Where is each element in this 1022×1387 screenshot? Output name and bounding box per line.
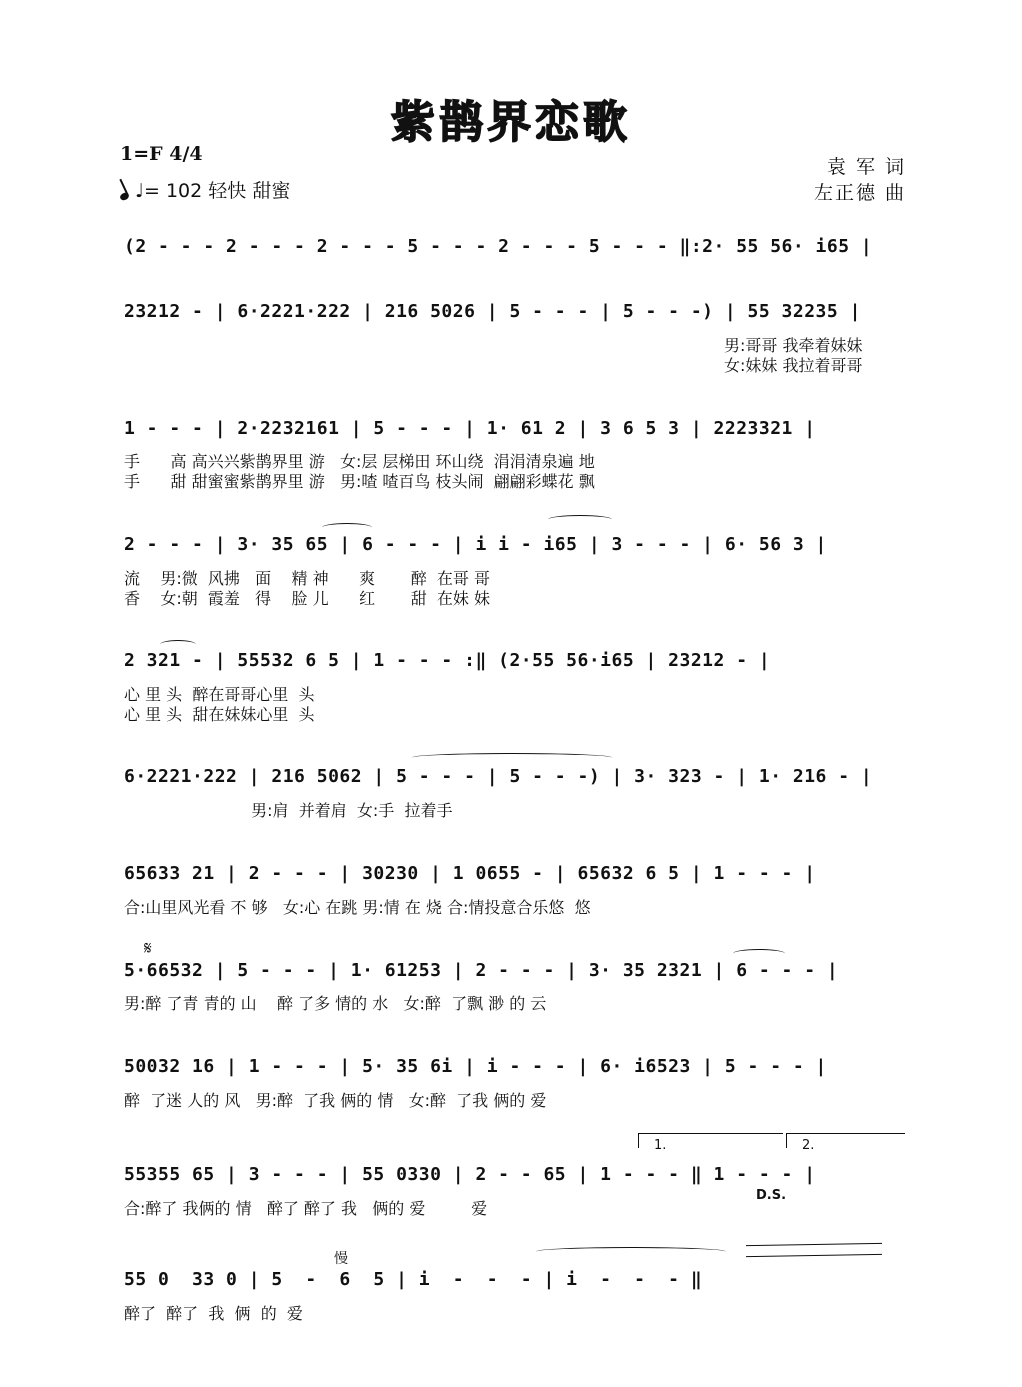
staff-line-10: 55355 65 | 3 - - - | 55 0330 | 2 - - 65 | 1 - - - ‖ 1 - - - | (124, 1164, 816, 1185)
slur (548, 515, 612, 524)
volta-1-label: 1. (654, 1138, 667, 1153)
lyrics-line-5b: 心 里 头 甜在妹妹心里 头 (124, 705, 315, 724)
lyrics-line-10: 合:醉了 我俩的 情 醉了 醉了 我 俩的 爱 爱 (124, 1199, 488, 1218)
lyrics-line-2a: 男:哥哥 我牵着妹妹 (724, 336, 863, 355)
quarter-note-icon (119, 191, 130, 201)
staff-line-11: 55 0 33 0 | 5 - 6 5 | i - - - | i - - - ‖ (124, 1269, 703, 1290)
staff-line-6: 6·2221·222 | 216 5062 | 5 - - - | 5 - - -) | 3· 323 - | 1· 216 - | (124, 766, 873, 787)
staff-line-1: (2 - - - 2 - - - 2 - - - 5 - - - 2 - - - 5 - - - ‖:2· 55 56· i65 | (124, 236, 873, 257)
composer-credit: 左正德 曲 (813, 182, 906, 204)
key-signature: 1=F 4/4 (120, 143, 203, 165)
lyrics-line-3b: 手 甜 甜蜜蜜紫鹊界里 游 男:喳 喳百鸟 枝头闹 翩翩彩蝶花 飘 (124, 472, 595, 491)
lyrics-line-7: 合:山里风光看 不 够 女:心 在跳 男:情 在 烧 合:情投意合乐悠 悠 (124, 898, 591, 917)
tie (536, 1247, 726, 1256)
slow-marking: 慢 (334, 1251, 348, 1267)
segno-icon: 𝄋 (144, 938, 152, 959)
lyricist-credit: 袁 军 词 (826, 156, 906, 178)
diminuendo-hairpin (746, 1243, 882, 1257)
staff-line-9: 50032 16 | 1 - - - | 5· 35 6i | i - - - | 6· i6523 | 5 - - - | (124, 1056, 827, 1077)
lyrics-line-3a: 手 高 高兴兴紫鹊界里 游 女:层 层梯田 环山绕 涓涓清泉遍 地 (124, 452, 595, 471)
tempo-text: ♩= 102 轻快 甜蜜 (135, 180, 291, 202)
volta-2-label: 2. (802, 1138, 815, 1153)
staff-line-4: 2 - - - | 3· 35 65 | 6 - - - | i i - i65 | 3 - - - | 6· 56 3 | (124, 534, 827, 555)
lyrics-line-6: 男:肩 并着肩 女:手 拉着手 (124, 801, 453, 820)
dal-segno-mark: D.S. (756, 1188, 787, 1203)
staff-line-5: 2 321 - | 55532 6 5 | 1 - - - :‖ (2·55 56·i65 | 23212 - | (124, 650, 771, 671)
staff-line-8: 5·66532 | 5 - - - | 1· 61253 | 2 - - - | 3· 35 2321 | 6 - - - | (124, 960, 839, 981)
staff-line-3: 1 - - - | 2·2232161 | 5 - - - | 1· 61 2 | 3 6 5 3 | 2223321 | (124, 418, 816, 439)
slur (322, 523, 372, 532)
song-title: 紫鹊界恋歌 (391, 97, 631, 148)
lyrics-line-4b: 香 女:朝 霞羞 得 脸 儿 红 甜 在妹 妹 (124, 589, 490, 608)
lyrics-line-5a: 心 里 头 醉在哥哥心里 头 (124, 685, 315, 704)
slur (160, 640, 196, 649)
lyrics-line-2b: 女:妹妹 我拉着哥哥 (724, 356, 863, 375)
tempo-marking (120, 176, 290, 203)
tie (412, 753, 612, 762)
staff-line-2: 23212 - | 6·2221·222 | 216 5026 | 5 - - - | 5 - - -) | 55 32235 | (124, 301, 861, 322)
lyrics-line-4a: 流 男:微 风拂 面 精 神 爽 醉 在哥 哥 (124, 569, 490, 588)
lyrics-line-9: 醉 了迷 人的 风 男:醉 了我 俩的 情 女:醉 了我 俩的 爱 (124, 1091, 547, 1110)
lyrics-line-11: 醉了 醉了 我 俩 的 爱 (124, 1304, 303, 1323)
staff-line-7: 65633 21 | 2 - - - | 30230 | 1 0655 - | 65632 6 5 | 1 - - - | (124, 863, 816, 884)
slur (733, 949, 785, 958)
lyrics-line-8: 男:醉 了青 青的 山 醉 了多 情的 水 女:醉 了飘 渺 的 云 (124, 994, 547, 1013)
